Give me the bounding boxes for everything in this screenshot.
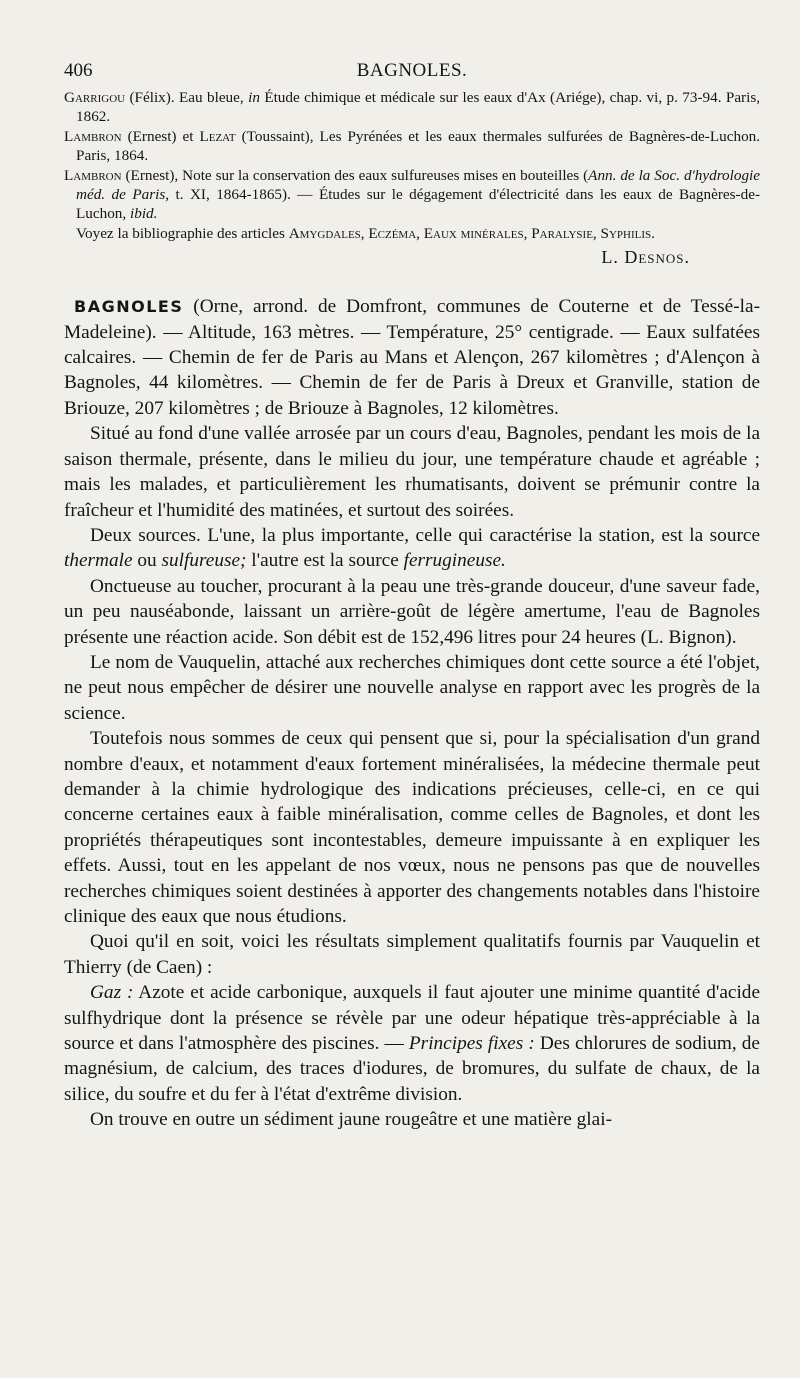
entry-author: Lambron [64, 166, 122, 184]
paragraph: Gaz : Azote et acide carbonique, auxquels il faut ajouter une minime quantité d'acide sulfhydrique dont la présence se révèle par une odeur hépatique très-appréciable à la source et dans l'atmosphère des piscines. — Principes fixes : Des chlorures de sodium, de magnésium, de calcium, des traces d'iodures, de bromures, du sulfate de chaux, de la silice, du soufre et du fer à l'état d'extrême division. [64, 982, 760, 1105]
running-title: BAGNOLES. [356, 60, 468, 81]
entry-author: Lezat [199, 127, 236, 145]
paragraph: On trouve en outre un sédiment jaune rougeâtre et une matière glai- [90, 1109, 612, 1131]
paragraph: Le nom de Vauquelin, attaché aux recherches chimiques dont cette source a été l'objet, ne peut nous empêcher de désirer une nouvelle analyse en rapport avec les progrès de la science. [64, 651, 760, 724]
paragraph: Situé au fond d'une vallée arrosée par un cours d'eau, Bagnoles, pendant les mois de la saison thermale, présente, dans le milieu du jour, une température chaude et agréable ; mais les malades, et particulièrement les rhumatisants, doivent se prémunir contre la fraîcheur et l'humidité des matinées, et surtout des soirées. [64, 423, 760, 521]
article-headword: BAGNOLES [74, 297, 184, 317]
author-signature: L. Desnos. [601, 247, 690, 268]
page-header [64, 56, 760, 86]
paragraph: Quoi qu'il en soit, voici les résultats simplement qualitatifs fournis par Vauquelin et Thierry (de Caen) : [64, 931, 760, 978]
paragraph: Toutefois nous sommes de ceux qui pensent que si, pour la spécialisation d'un grand nombre d'eaux, et notamment d'eaux fortement minéralisées, la médecine thermale peut demander à la chimie hydrologique des indications précieuses, celle-ci, en ce qui concerne certaines eaux à faible minéralisation, comme celles de Bagnoles, et dont les propriétés thérapeutiques sont incontestables, demeure impuissante à en expliquer les effets. Aussi, tout en les appelant de nos vœux, nous ne pensons pas que de nouvelles recherches chimiques soient destinées à apporter des changements notables dans l'histoire clinique des eaux que nous étudions. [64, 728, 760, 927]
article-body [64, 294, 760, 1132]
bibliography [64, 88, 760, 243]
page-number: 406 [64, 60, 93, 81]
bibliography-entry: Garrigou (Félix). Eau bleue, in Étude chimique et médicale sur les eaux d'Ax (Ariége), chap. vi, p. 73-94. Paris, 1862. [64, 89, 761, 126]
bibliography-entry: Lambron (Ernest) et Lezat (Toussaint), Les Pyrénées et les eaux thermales sulfurées de Bagnères-de-Luchon. Paris, 1864. [64, 127, 761, 165]
paragraph: Deux sources. L'une, la plus importante, celle qui caractérise la station, est la source thermale ou sulfureuse; l'autre est la source ferrugineuse. [64, 524, 760, 572]
bibliography-entry: Lambron (Ernest), Note sur la conservation des eaux sulfureuses mises en bouteilles (Ann. de la Soc. d'hydrologie méd. de Paris, t. XI, 1864-1865). — Études sur le dégagement d'électricité dans les eaux de Bagnères-de-Luchon, ibid. [64, 166, 761, 223]
entry-author: Garrigou [64, 89, 126, 106]
bibliography-note: Voyez la bibliographie des articles Amygdales, Eczéma, Eaux minérales, Paralysie, Syphilis. [76, 224, 655, 242]
paragraph: Onctueuse au toucher, procurant à la peau une très-grande douceur, d'une saveur fade, un peu nauséabonde, laissant un arrière-goût de légère amertume, l'eau de Bagnoles présente une réaction acide. Son débit est de 152,496 litres pour 24 heures (L. Bignon). [64, 575, 760, 648]
paragraph: BAGNOLES (Orne, arrond. de Domfront, communes de Couterne et de Tessé-la-Madeleine). — Altitude, 163 mètres. — Température, 25° centigrade. — Eaux sulfatées calcaires. — Chemin de fer de Paris au Mans et Alençon, 267 kilomètres ; d'Alençon à Bagnoles, 44 kilomètres. — Chemin de fer de Paris à Dreux et Granville, station de Briouze, 207 kilomètres ; de Briouze à Bagnoles, 12 kilomètres. [64, 296, 760, 419]
entry-author: Lambron [64, 127, 122, 145]
